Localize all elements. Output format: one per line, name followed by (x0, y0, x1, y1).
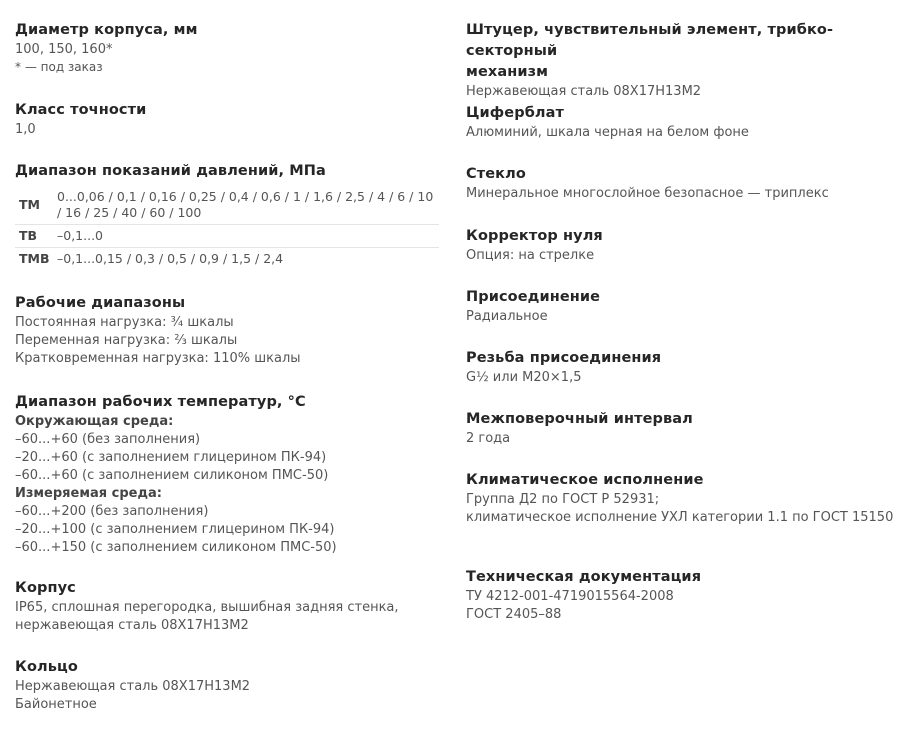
diameter-section (15, 20, 445, 76)
ring-line: Байонетное (15, 697, 97, 712)
thread-value: G½ или М20×1,5 (466, 370, 582, 385)
measured-label: Измеряемая среда: (15, 486, 162, 501)
working-line: Постоянная нагрузка: ¾ шкалы (15, 315, 234, 330)
docs-line: ГОСТ 2405–88 (466, 607, 562, 622)
climate-section (466, 470, 906, 527)
connection-value: Радиальное (466, 309, 548, 324)
fitting-title: Штуцер, чувствительный элемент, трибко-секторный (466, 22, 834, 59)
temp-line: –60...+200 (без заполнения) (15, 504, 209, 519)
ring-section (15, 657, 445, 714)
case-line: нержавеющая сталь 08Х17Н13М2 (15, 618, 249, 633)
glass-value: Минеральное многослойное безопасное — триплекс (466, 186, 829, 201)
range-value: 0...0,06 / 0,1 / 0,16 / 0,25 / 0,4 / 0,6 / 1 / 1,6 / 2,5 / 4 / 6 / 10 / 16 / 25 / 40 / 60 / 100 (57, 186, 439, 225)
table-row (15, 186, 439, 225)
interval-title: Межповерочный интервал (466, 411, 693, 427)
case-title: Корпус (15, 580, 76, 596)
interval-value: 2 года (466, 431, 511, 446)
docs-title: Техническая документация (466, 569, 702, 585)
temps-title: Диапазон рабочих температур, °С (15, 394, 306, 410)
temp-line: –20...+100 (с заполнением глицерином ПК-94) (15, 522, 335, 537)
thread-section (466, 348, 906, 387)
climate-title: Климатическое исполнение (466, 472, 704, 488)
glass-title: Стекло (466, 166, 526, 182)
range-value: –0,1...0 (57, 225, 439, 248)
ambient-label: Окружающая среда: (15, 414, 174, 429)
diameter-value: 100, 150, 160* (15, 42, 113, 57)
accuracy-title: Класс точности (15, 102, 147, 118)
working-line: Переменная нагрузка: ⅔ шкалы (15, 333, 238, 348)
temp-line: –60...+60 (с заполнением силиконом ПМС-50) (15, 468, 329, 483)
docs-line: ТУ 4212-001-4719015564-2008 (466, 589, 674, 604)
zero-value: Опция: на стрелке (466, 248, 595, 263)
fitting-title-cont: механизм (466, 64, 549, 80)
range-key: ТМВ (19, 251, 50, 266)
diameter-note: * — под заказ (15, 60, 103, 74)
ring-title: Кольцо (15, 659, 78, 675)
working-section (15, 293, 445, 368)
range-key: ТВ (15, 225, 57, 248)
working-title: Рабочие диапазоны (15, 295, 186, 311)
glass-section (466, 164, 906, 203)
ranges-title: Диапазон показаний давлений, МПа (15, 163, 326, 179)
fitting-section (466, 20, 906, 101)
temp-line: –60...+60 (без заполнения) (15, 432, 201, 447)
zero-title: Корректор нуля (466, 228, 603, 244)
working-line: Кратковременная нагрузка: 110% шкалы (15, 351, 301, 366)
table-row (15, 225, 439, 248)
range-key: ТМ (15, 186, 57, 225)
thread-title: Резьба присоединения (466, 350, 662, 366)
case-line: IP65, сплошная перегородка, вышибная задняя стенка, (15, 600, 399, 615)
dial-section (466, 103, 906, 142)
climate-line: климатическое исполнение УХЛ категории 1.1 по ГОСТ 15150 (466, 510, 894, 525)
temp-line: –60...+150 (с заполнением силиконом ПМС-50) (15, 540, 337, 555)
zero-section (466, 226, 906, 265)
accuracy-section (15, 100, 445, 139)
ring-line: Нержавеющая сталь 08Х17Н13М2 (15, 679, 251, 694)
dial-title: Циферблат (466, 105, 565, 121)
diameter-title: Диаметр корпуса, мм (15, 22, 198, 38)
connection-section (466, 287, 906, 326)
docs-section (466, 567, 906, 624)
accuracy-value: 1,0 (15, 122, 36, 137)
table-row (15, 248, 439, 271)
interval-section (466, 409, 906, 448)
connection-title: Присоединение (466, 289, 601, 305)
dial-value: Алюминий, шкала черная на белом фоне (466, 125, 749, 140)
ranges-table (15, 186, 439, 270)
ranges-section (15, 161, 445, 270)
case-section (15, 578, 445, 635)
fitting-value: Нержавеющая сталь 08Х17Н13М2 (466, 84, 702, 99)
temp-line: –20...+60 (с заполнением глицерином ПК-94) (15, 450, 327, 465)
climate-line: Группа Д2 по ГОСТ Р 52931; (466, 492, 660, 507)
temps-section (15, 392, 445, 557)
range-value: –0,1...0,15 / 0,3 / 0,5 / 0,9 / 1,5 / 2,4 (57, 251, 284, 266)
